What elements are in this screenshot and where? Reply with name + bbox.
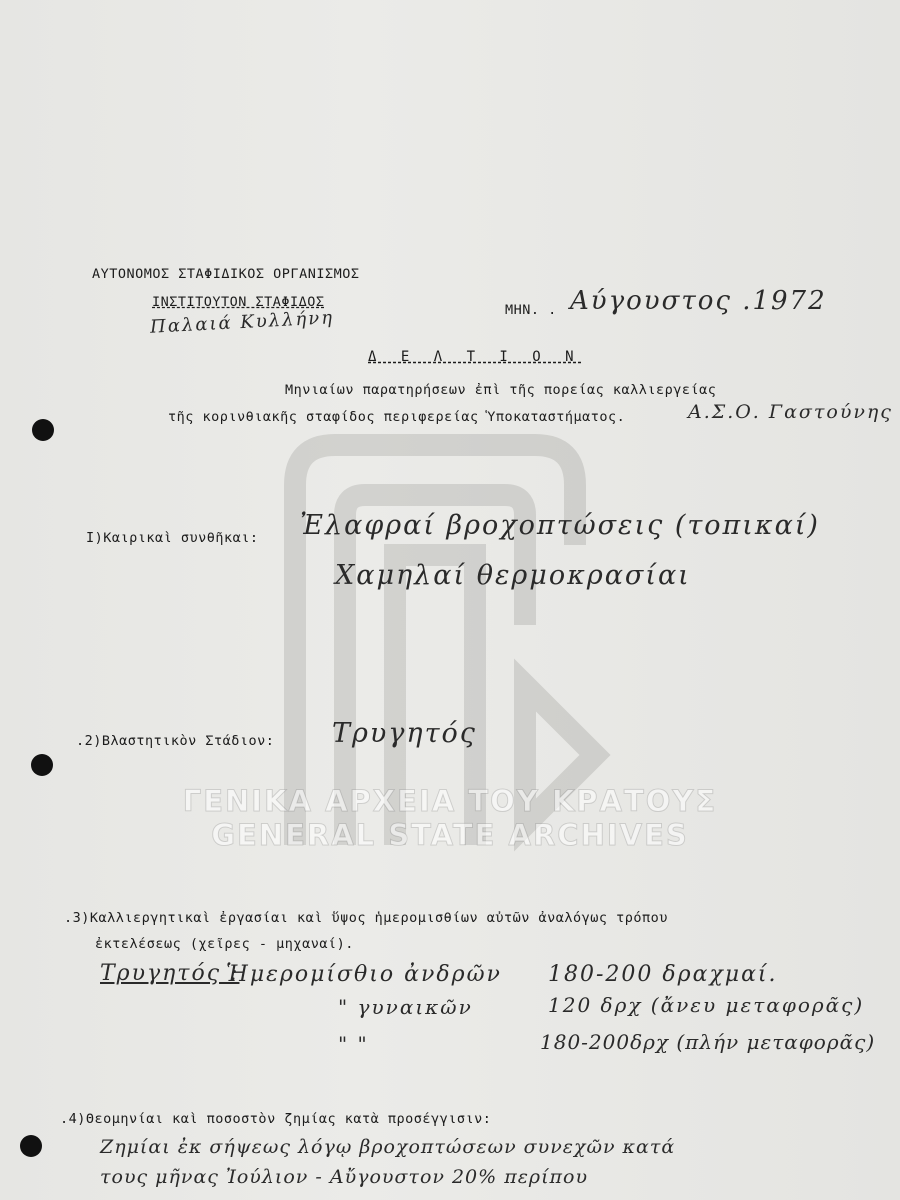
punch-hole-middle [31,754,53,776]
section-4-label: .4)Θεομηνίαι καὶ ποσοστὸν ζημίας κατὰ προσέγγισιν: [60,1111,492,1127]
document-title: Δ Ε Λ Τ Ι Ο Ν [368,349,582,365]
watermark-text-english: GENERAL STATE ARCHIVES [211,818,689,852]
section-2-label: .2)Βλαστητικὸν Στάδιον: [76,733,275,749]
section-1-label: I)Καιρικαὶ συνθῆκαι: [86,530,259,546]
handwritten-month: Αύγουστος .1972 [570,286,827,316]
punch-hole-top [32,419,54,441]
section-3-handwritten-heading: Τρυγητός : [100,961,240,986]
wage-row-1-amount: 180-200 δραχμαί. [548,962,778,987]
wage-row-1-description: Ἡμερομίσθιο ἀνδρῶν [226,962,502,987]
section-4-handwritten-line-1: Ζημίαι ἐκ σήψεως λόγῳ βροχοπτώσεων συνεχῶν κατά [100,1136,676,1158]
institute-name: ΙΝΣΤΙΤΟΥΤΟΝ ΣΤΑΦΙΔΟΣ [152,294,325,310]
section-3-label-line-1: .3)Καλλιεργητικαὶ ἐργασίαι καὶ ὕψος ἡμερομισθίων αὐτῶν ἀναλόγως τρόπου [64,910,668,926]
section-1-handwritten-line-1: Ἐλαφραί βροχοπτώσεις (τοπικαί) [300,510,820,541]
watermark-text-greek: ΓΕΝΙΚΑ ΑΡΧΕΙΑ ΤΟΥ ΚΡΑΤΟΥΣ [182,784,718,818]
handwritten-place: Παλαιά Κυλλήνη [149,307,335,338]
section-2-handwritten: Τρυγητός [332,718,477,749]
wage-row-2-description: " γυναικῶν [338,995,473,1019]
month-label: ΜΗΝ. . [505,302,557,318]
punch-hole-bottom [20,1135,42,1157]
section-4-handwritten-line-2: τους μῆνας Ἰούλιον - Αὔγουστον 20% περίπου [100,1166,589,1188]
subtitle-line-1: Μηνιαίων παρατηρήσεων ἐπὶ τῆς πορείας καλλιεργείας [285,382,717,398]
wage-row-2-amount: 120 δρχ (ἄνευ μεταφορᾶς) [548,993,865,1017]
wage-row-3-description: " " [338,1032,369,1056]
organization-name: ΑΥΤΟΝΟΜΟΣ ΣΤΑΦΙΔΙΚΟΣ ΟΡΓΑΝΙΣΜΟΣ [92,266,360,282]
section-3-label-line-2: ἐκτελέσεως (χεῖρες - μηχαναί). [95,936,354,952]
handwritten-branch: Α.Σ.Ο. Γαστούνης [688,401,893,423]
subtitle-line-2: τῆς κορινθιακῆς σταφίδος περιφερείας Ὑποκαταστήματος. [168,409,626,425]
wage-row-3-amount: 180-200δρχ (πλήν μεταφορᾶς) [540,1030,876,1054]
section-1-handwritten-line-2: Χαμηλαί θερμοκρασίαι [335,560,691,591]
